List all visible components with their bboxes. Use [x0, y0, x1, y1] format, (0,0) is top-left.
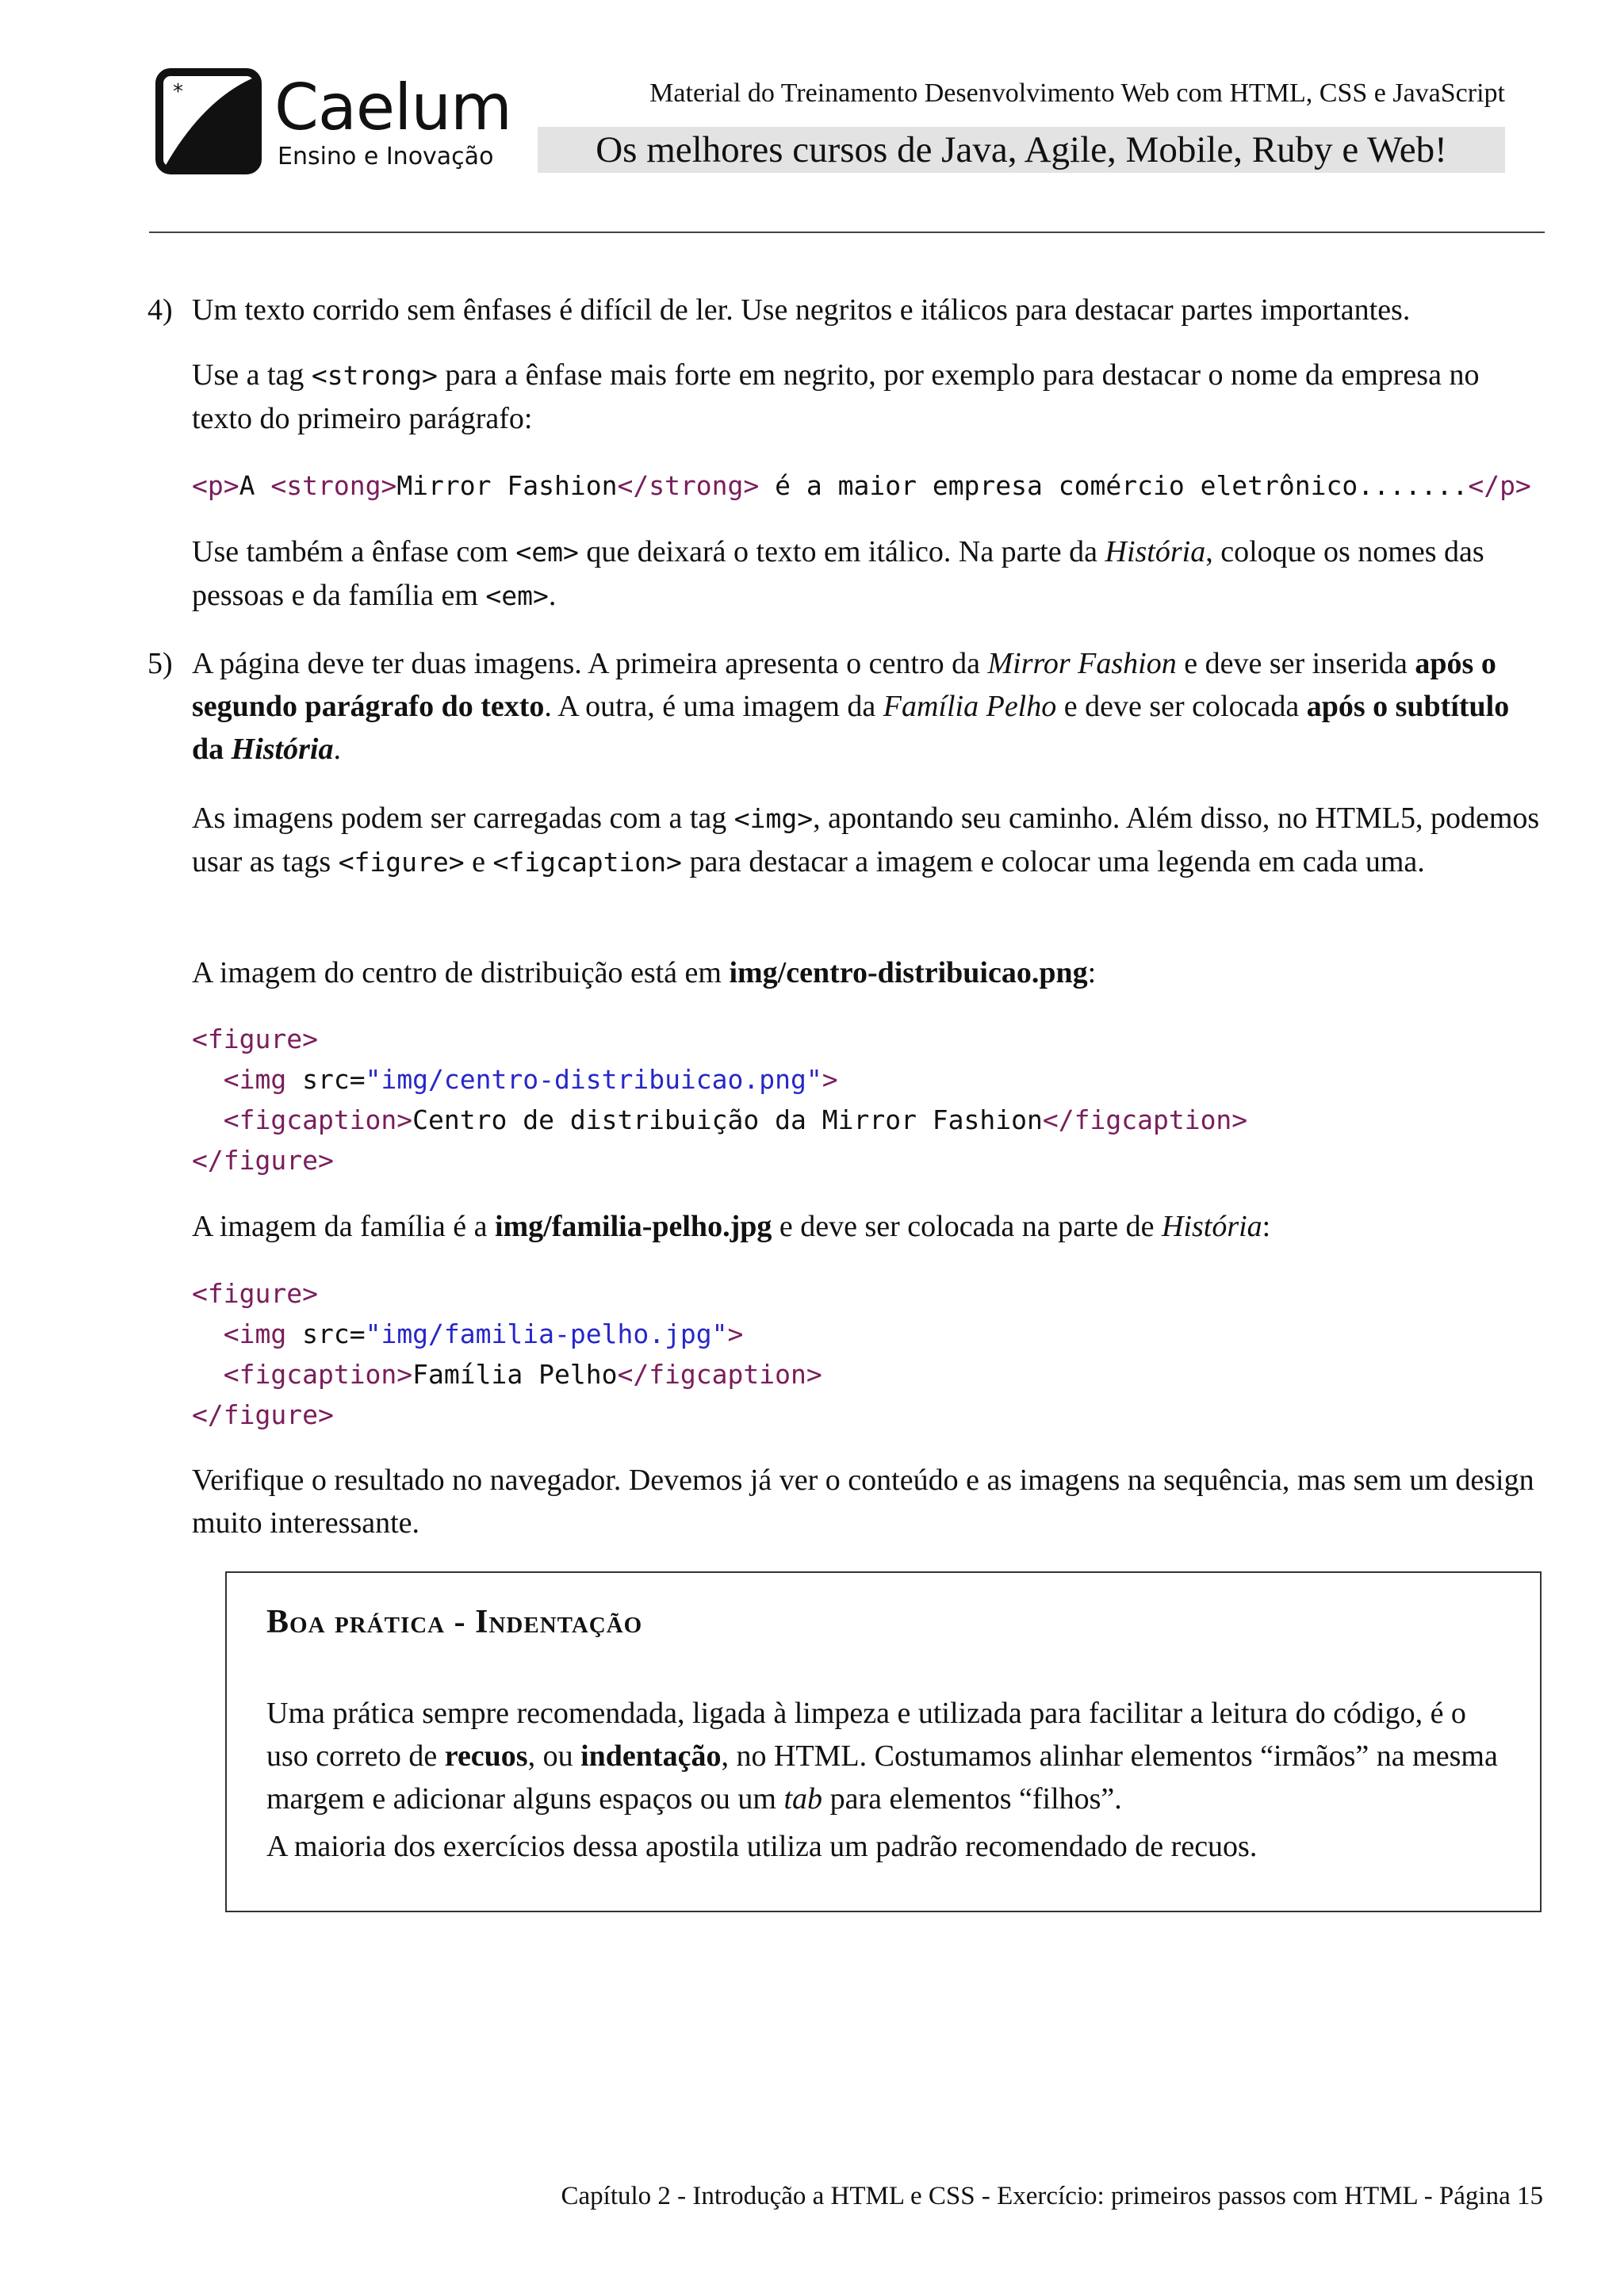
banner-text: Os melhores cursos de Java, Agile, Mobile, Ruby e Web! [596, 129, 1447, 170]
inline-code: <img> [733, 803, 814, 834]
tip-box-paragraph-1: Uma prática sempre recomendada, ligada à limpeza e utilizada para facilitar a leitura do código, é o uso correto de recuos, ou indentação, no HTML. Costumamos alinhar elementos “irmãos” na mesma margem e adicionar alguns espaços ou um tab para elementos “filhos”. [266, 1697, 1498, 1816]
course-title: Material do Treinamento Desenvolvimento Web com HTML, CSS e JavaScript [649, 78, 1505, 108]
item5-paragraph-3: A imagem do centro de distribuição está em img/centro-distribuicao.png: [192, 956, 1097, 989]
caelum-logo-mark [155, 68, 262, 174]
item4-intro: Um texto corrido sem ênfases é difícil de ler. Use negritos e itálicos para destacar partes importantes. [192, 293, 1411, 327]
item5-paragraph-2: As imagens podem ser carregadas com a tag <img>, apontando seu caminho. Além disso, no HTML5, podemos usar as tags <figure> e <figcaption> para destacar a imagem e colocar uma legenda em cada uma. [192, 802, 1540, 878]
svg-text:*: * [173, 80, 183, 104]
code-block-figure-centro: <figure> <img src="img/centro-distribuicao.png"> <figcaption>Centro de distribuição da Mirror Fashion</figcaption> </figure> [192, 1024, 1248, 1176]
item5-paragraph-4: A imagem da família é a img/familia-pelho.jpg e deve ser colocada na parte de História: [192, 1210, 1271, 1243]
code-block-figure-familia: <figure> <img src="img/familia-pelho.jpg"> <figcaption>Família Pelho</figcaption> </figure> [192, 1278, 822, 1430]
tip-box-title: Boa prática - Indentação [266, 1604, 643, 1640]
code-block-strong: <p>A <strong>Mirror Fashion</strong> é a maior empresa comércio eletrônico.......</p> [192, 470, 1531, 501]
item4-paragraph-2: Use também a ênfase com <em> que deixará o texto em itálico. Na parte da História, coloque os nomes das pessoas e da família em <em>. [192, 535, 1484, 612]
inline-code: <figcaption> [492, 847, 682, 878]
logo-tagline: Ensino e Inovação [278, 143, 494, 170]
logo-name: Caelum [274, 71, 511, 144]
inline-code: <figure> [338, 847, 465, 878]
inline-code: <em> [485, 580, 549, 611]
item5-paragraph-5: Verifique o resultado no navegador. Devemos já ver o conteúdo e as imagens na sequência, mas sem um design muito interessante. [192, 1464, 1534, 1540]
item-number: 5) [147, 647, 173, 680]
tip-box [225, 1571, 1542, 1912]
item4-paragraph-1: Use a tag <strong> para a ênfase mais forte em negrito, por exemplo para destacar o nome da empresa no texto do primeiro parágrafo: [192, 358, 1480, 435]
inline-code: <em> [515, 537, 579, 568]
item5-paragraph-1: A página deve ter duas imagens. A primeira apresenta o centro da Mirror Fashion e deve ser inserida após o segundo parágrafo do texto. A outra, é uma imagem da Família Pelho e deve ser colocada após o subtítulo da História. [192, 647, 1510, 766]
item-number: 4) [147, 293, 173, 327]
header-banner [538, 127, 1505, 173]
tip-box-paragraph-2: A maioria dos exercícios dessa apostila utiliza um padrão recomendado de recuos. [266, 1830, 1258, 1863]
header-divider [149, 232, 1545, 233]
page-footer: Capítulo 2 - Introdução a HTML e CSS - Exercício: primeiros passos com HTML - Página 15 [561, 2182, 1543, 2210]
inline-code: <strong> [311, 360, 438, 391]
